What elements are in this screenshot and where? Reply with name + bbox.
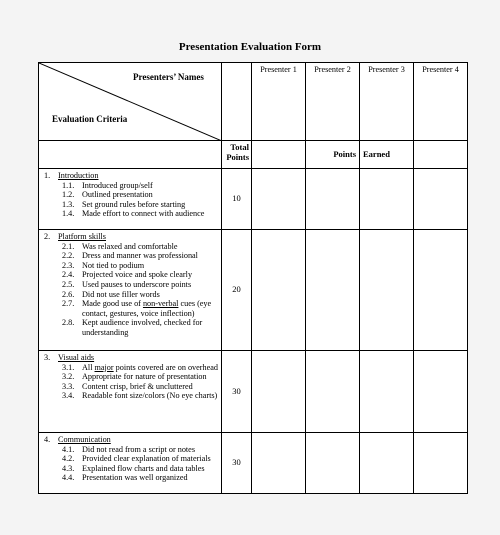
evaluation-criteria-label: Evaluation Criteria (52, 114, 128, 124)
section-title: 3. Visual aids (44, 353, 95, 362)
criteria-item: 3.3. Content crisp, brief & uncluttered (62, 381, 193, 391)
score-cell-p1[interactable] (252, 433, 306, 494)
presenter-4-header: Presenter 4 (414, 63, 468, 141)
criteria-item: 1.2. Outlined presentation (62, 190, 153, 200)
header-blank-cell (222, 63, 252, 141)
total-points-value: 20 (222, 230, 252, 351)
score-cell-p2[interactable] (306, 230, 360, 351)
total-points-value: 30 (222, 351, 252, 433)
section-row-introduction (39, 169, 468, 230)
section-row-communication (39, 433, 468, 494)
criteria-item: 1.3. Set ground rules before starting (62, 199, 186, 209)
points-header: Points (306, 141, 360, 169)
score-cell-p3[interactable] (360, 433, 414, 494)
criteria-item: 3.4. Readable font size/colors (No eye charts) (62, 391, 218, 401)
criteria-cell (39, 169, 222, 230)
section-title: 1. Introduction (44, 171, 99, 180)
criteria-item: 2.3. Not tied to podium (62, 260, 145, 270)
presenters-names-label: Presenters’ Names (133, 72, 204, 82)
criteria-item: 1.4. Made effort to connect with audience (62, 209, 205, 219)
criteria-item: 4.1. Did not read from a script or notes (62, 444, 196, 454)
criteria-item: 2.6. Did not use filler words (62, 289, 160, 299)
criteria-item: 3.1. All major points covered are on overhead (62, 362, 218, 372)
score-cell-p4[interactable] (414, 169, 468, 230)
criteria-cell (39, 433, 222, 494)
score-cell-p2[interactable] (306, 169, 360, 230)
subheader-blank-cell (39, 141, 222, 169)
presenter-2-header: Presenter 2 (306, 63, 360, 141)
section-title: 4. Communication (44, 435, 111, 444)
score-cell-p1[interactable] (252, 351, 306, 433)
score-cell-p3[interactable] (360, 169, 414, 230)
score-cell-p2[interactable] (306, 351, 360, 433)
criteria-cell (39, 230, 222, 351)
section-title: 2. Platform skills (44, 232, 106, 241)
criteria-cell (39, 351, 222, 433)
criteria-item: 1.1. Introduced group/self (62, 180, 153, 190)
subheader-row (39, 141, 468, 169)
criteria-item: 2.1. Was relaxed and comfortable (62, 241, 178, 251)
total-points-header: Total Points (222, 141, 252, 169)
score-cell-p3[interactable] (360, 230, 414, 351)
subheader-cell-p4[interactable] (414, 141, 468, 169)
score-cell-p1[interactable] (252, 230, 306, 351)
criteria-item: 2.2. Dress and manner was professional (62, 251, 198, 261)
criteria-item: 2.7. Made good use of non-verbal cues (eye contact, gestures, voice inflection) (62, 299, 212, 318)
evaluation-table (38, 62, 468, 494)
criteria-item: 3.2. Appropriate for nature of presentation (62, 372, 207, 382)
presenter-3-header: Presenter 3 (360, 63, 414, 141)
header-row (39, 63, 468, 141)
score-cell-p4[interactable] (414, 433, 468, 494)
criteria-item: 2.8. Kept audience involved, checked for understanding (62, 318, 203, 337)
subheader-cell-p1[interactable] (252, 141, 306, 169)
criteria-item: 4.3. Explained flow charts and data tables (62, 463, 205, 473)
form-title: Presentation Evaluation Form (178, 41, 322, 53)
total-points-value: 10 (222, 169, 252, 230)
score-cell-p3[interactable] (360, 351, 414, 433)
score-cell-p1[interactable] (252, 169, 306, 230)
criteria-item: 2.5. Used pauses to underscore points (62, 279, 192, 289)
criteria-item: 4.2. Provided clear explanation of materials (62, 454, 211, 464)
score-cell-p4[interactable] (414, 230, 468, 351)
criteria-item: 4.4. Presentation was well organized (62, 473, 188, 483)
section-row-visual-aids (39, 351, 468, 433)
score-cell-p4[interactable] (414, 351, 468, 433)
presenter-1-header: Presenter 1 (252, 63, 306, 141)
section-row-platform-skills (39, 230, 468, 351)
criteria-item: 2.4. Projected voice and spoke clearly (62, 270, 193, 280)
total-points-value: 30 (222, 433, 252, 494)
diagonal-header-cell (39, 63, 222, 141)
earned-header: Earned (360, 141, 414, 169)
score-cell-p2[interactable] (306, 433, 360, 494)
